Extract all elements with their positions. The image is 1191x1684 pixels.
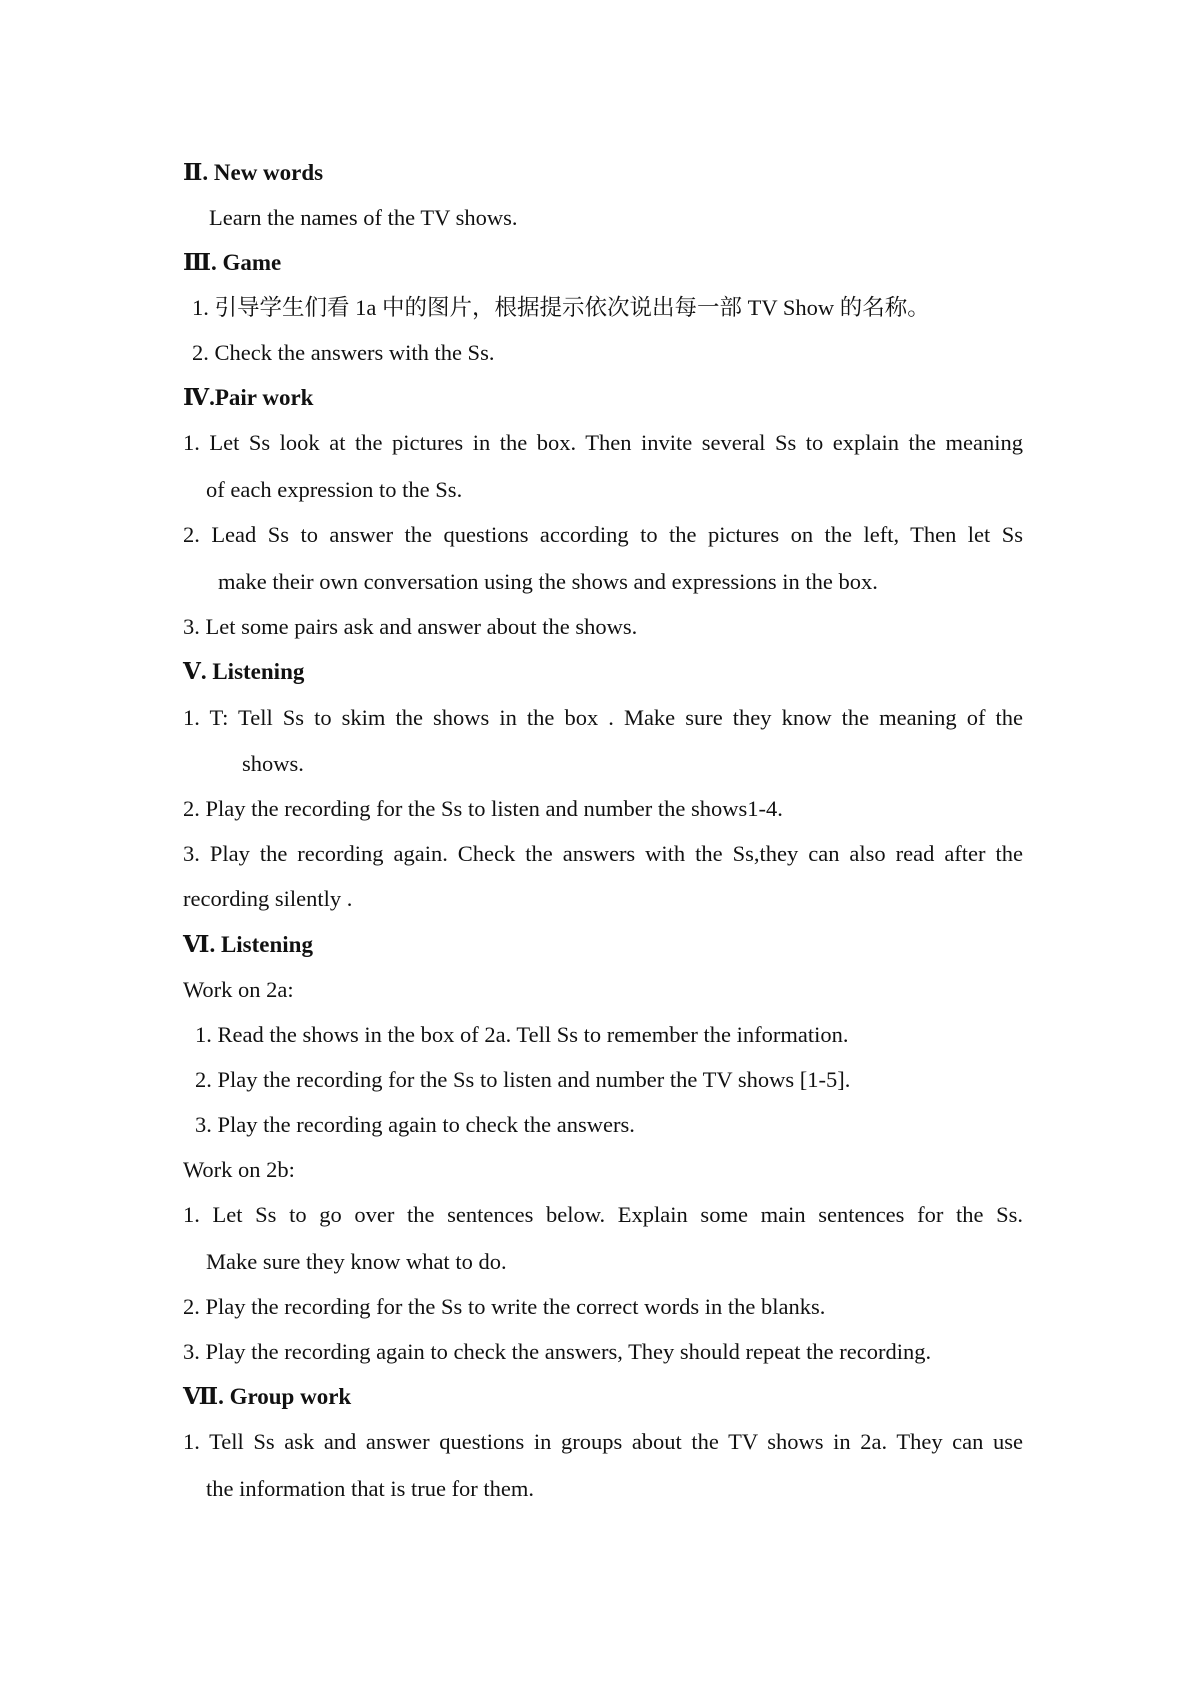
section-heading-game: Ⅲ. Game xyxy=(183,250,282,275)
section-heading-listening: Ⅴ. Listening xyxy=(183,659,305,684)
section-heading-new-words: Ⅱ. New words xyxy=(183,160,324,185)
section-text: 1. Read the shows in the box of 2a. Tell Ss to remember the information. xyxy=(195,1022,849,1047)
section-text: 1. Let Ss to go over the sentences below. Explain some main sentences for the Ss. xyxy=(183,1202,1023,1227)
section-text: 2. Play the recording for the Ss to listen and number the TV shows [1-5]. xyxy=(195,1067,851,1092)
section-text: 2. Play the recording for the Ss to write the correct words in the blanks. xyxy=(183,1294,826,1319)
section-text: shows. xyxy=(242,751,304,776)
section-text: 3. Play the recording again to check the answers, They should repeat the recording. xyxy=(183,1339,932,1364)
section-text: 3. Play the recording again. Check the answers with the Ss,they can also read after the xyxy=(183,841,1023,866)
section-text: 1. Tell Ss ask and answer questions in groups about the TV shows in 2a. They can use xyxy=(183,1429,1023,1454)
section-text: Make sure they know what to do. xyxy=(206,1249,507,1274)
section-text: Work on 2b: xyxy=(183,1157,295,1182)
section-text: of each expression to the Ss. xyxy=(206,477,463,502)
section-text: 1. Let Ss look at the pictures in the box. Then invite several Ss to explain the meaning xyxy=(183,430,1023,455)
section-text: 3. Let some pairs ask and answer about the shows. xyxy=(183,614,638,639)
section-heading-pair-work: Ⅳ.Pair work xyxy=(183,385,314,410)
section-text: 2. Play the recording for the Ss to listen and number the shows1-4. xyxy=(183,796,783,821)
section-text: 1. T: Tell Ss to skim the shows in the box . Make sure they know the meaning of the xyxy=(183,705,1023,730)
section-text: the information that is true for them. xyxy=(206,1476,535,1501)
section-heading-group-work: Ⅶ. Group work xyxy=(183,1384,352,1409)
section-text: 2. Check the answers with the Ss. xyxy=(192,340,495,365)
section-text: 3. Play the recording again to check the answers. xyxy=(195,1112,635,1137)
section-heading-listening-2: Ⅵ. Listening xyxy=(183,932,313,957)
section-text: 1. 引导学生们看 1a 中的图片，根据提示依次说出每一部 TV Show 的名称。 xyxy=(192,295,930,320)
section-text: Work on 2a: xyxy=(183,977,294,1002)
section-text: 2. Lead Ss to answer the questions according to the pictures on the left, Then let Ss xyxy=(183,522,1023,547)
section-text: make their own conversation using the shows and expressions in the box. xyxy=(218,569,878,594)
section-text: Learn the names of the TV shows. xyxy=(209,205,518,230)
section-text: recording silently . xyxy=(183,886,353,911)
